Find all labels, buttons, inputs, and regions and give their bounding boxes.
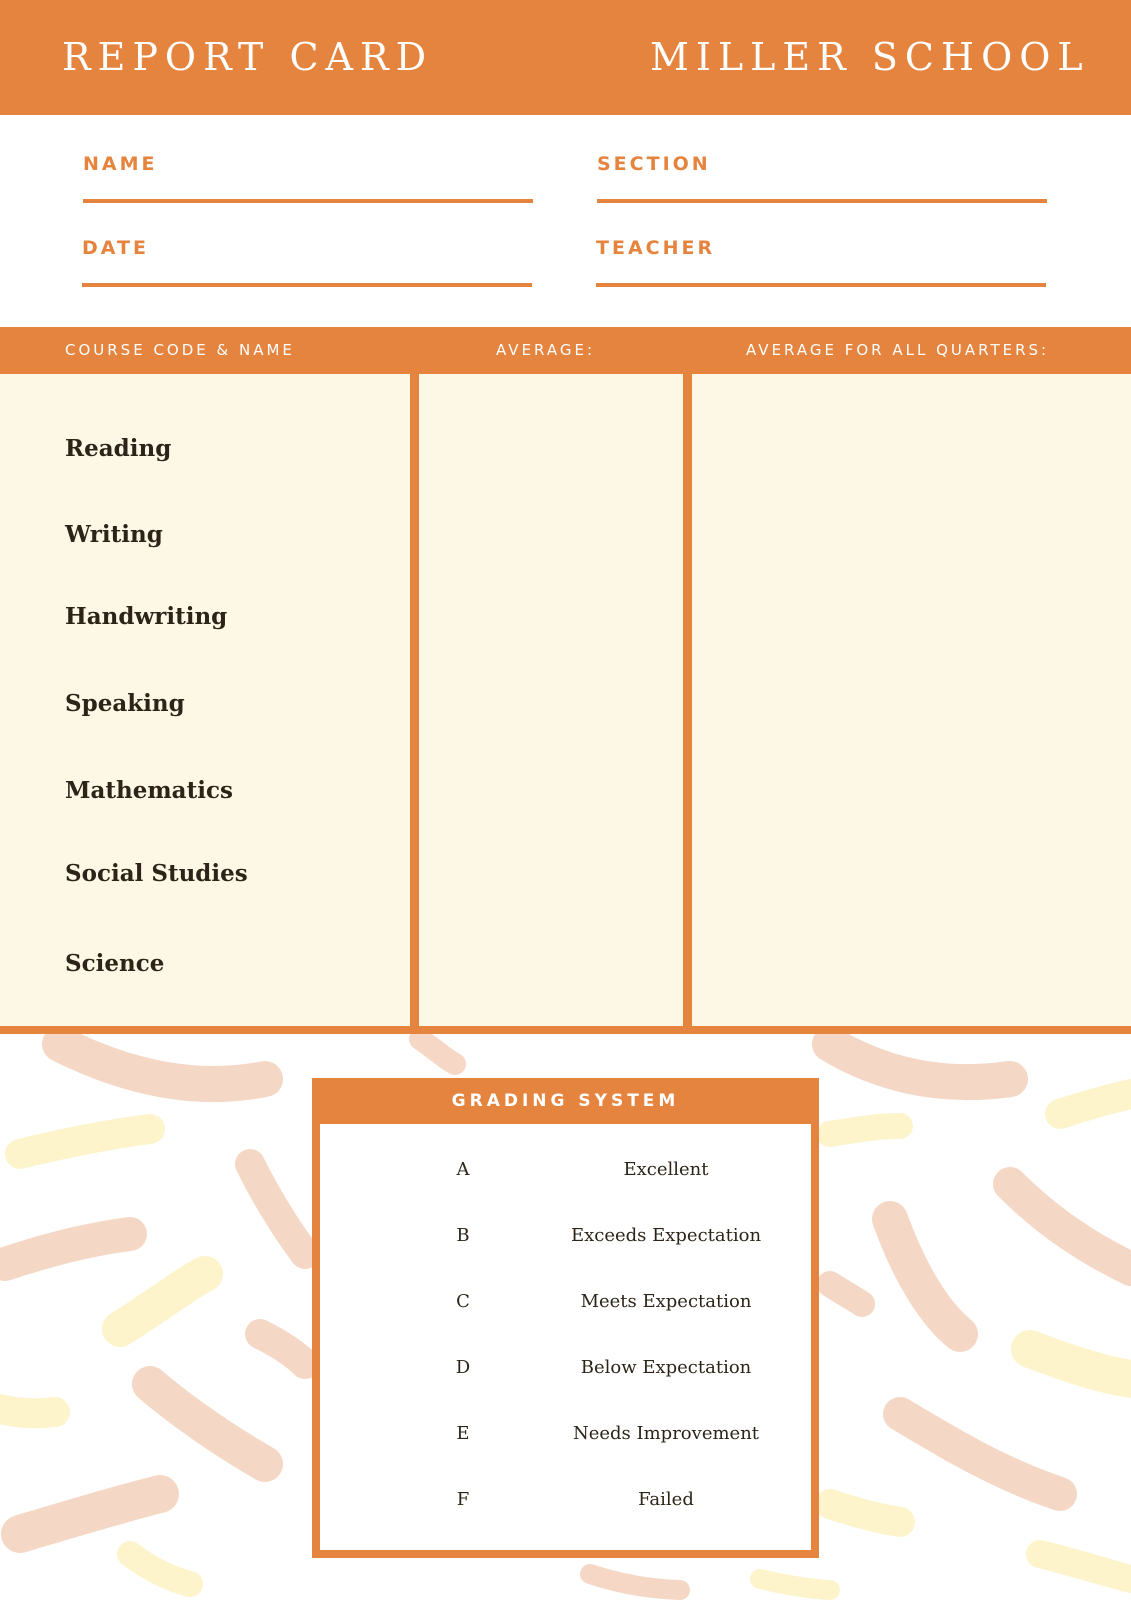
name-field[interactable]: [83, 152, 533, 176]
course-column: [0, 374, 410, 1026]
name-label: NAME: [83, 153, 158, 175]
column-average-all-quarters: AVERAGE FOR ALL QUARTERS:: [746, 341, 1050, 359]
grade-letter: C: [456, 1291, 470, 1312]
grade-letter: D: [455, 1357, 471, 1378]
course-table-header: [0, 327, 1131, 374]
grading-system-panel: [312, 1078, 819, 1558]
section-underline: [597, 199, 1047, 203]
name-underline: [83, 199, 533, 203]
grading-row: [320, 1289, 811, 1315]
course-social-studies: Social Studies: [65, 860, 248, 887]
date-label: DATE: [82, 237, 149, 259]
grading-row: [320, 1223, 811, 1249]
school-name: MILLER SCHOOL: [650, 35, 1090, 79]
grade-letter: F: [456, 1489, 470, 1510]
grade-description: Exceeds Expectation: [570, 1225, 762, 1246]
grading-row: [320, 1355, 811, 1381]
teacher-field[interactable]: [596, 236, 1046, 260]
grading-system-title: GRADING SYSTEM: [312, 1078, 819, 1124]
table-bottom-border: [0, 1026, 1131, 1034]
grading-row: [320, 1421, 811, 1447]
teacher-underline: [596, 283, 1046, 287]
date-underline: [82, 283, 532, 287]
teacher-label: TEACHER: [596, 237, 716, 259]
grade-letter: E: [456, 1423, 470, 1444]
course-handwriting: Handwriting: [65, 603, 228, 630]
average-all-quarters-column[interactable]: [692, 374, 1131, 1026]
column-divider: [410, 374, 419, 1026]
course-writing: Writing: [65, 521, 163, 548]
grade-description: Meets Expectation: [580, 1291, 752, 1312]
course-mathematics: Mathematics: [65, 777, 233, 804]
course-science: Science: [65, 950, 165, 977]
course-speaking: Speaking: [65, 690, 185, 717]
grade-description: Failed: [638, 1489, 694, 1510]
report-title: REPORT CARD: [62, 35, 434, 79]
column-course: COURSE CODE & NAME: [65, 341, 295, 359]
grading-row: [320, 1487, 811, 1513]
grade-letter: A: [456, 1159, 470, 1180]
course-reading: Reading: [65, 435, 172, 462]
header-bar: [0, 0, 1131, 115]
grading-row: [320, 1157, 811, 1183]
section-field[interactable]: [597, 152, 1047, 176]
grade-description: Below Expectation: [580, 1357, 752, 1378]
grade-letter: B: [456, 1225, 470, 1246]
grade-description: Needs Improvement: [572, 1423, 760, 1444]
section-label: SECTION: [597, 153, 711, 175]
column-average: AVERAGE:: [496, 341, 596, 359]
grade-description: Excellent: [623, 1159, 709, 1180]
average-column[interactable]: [419, 374, 683, 1026]
date-field[interactable]: [82, 236, 532, 260]
column-divider: [683, 374, 692, 1026]
